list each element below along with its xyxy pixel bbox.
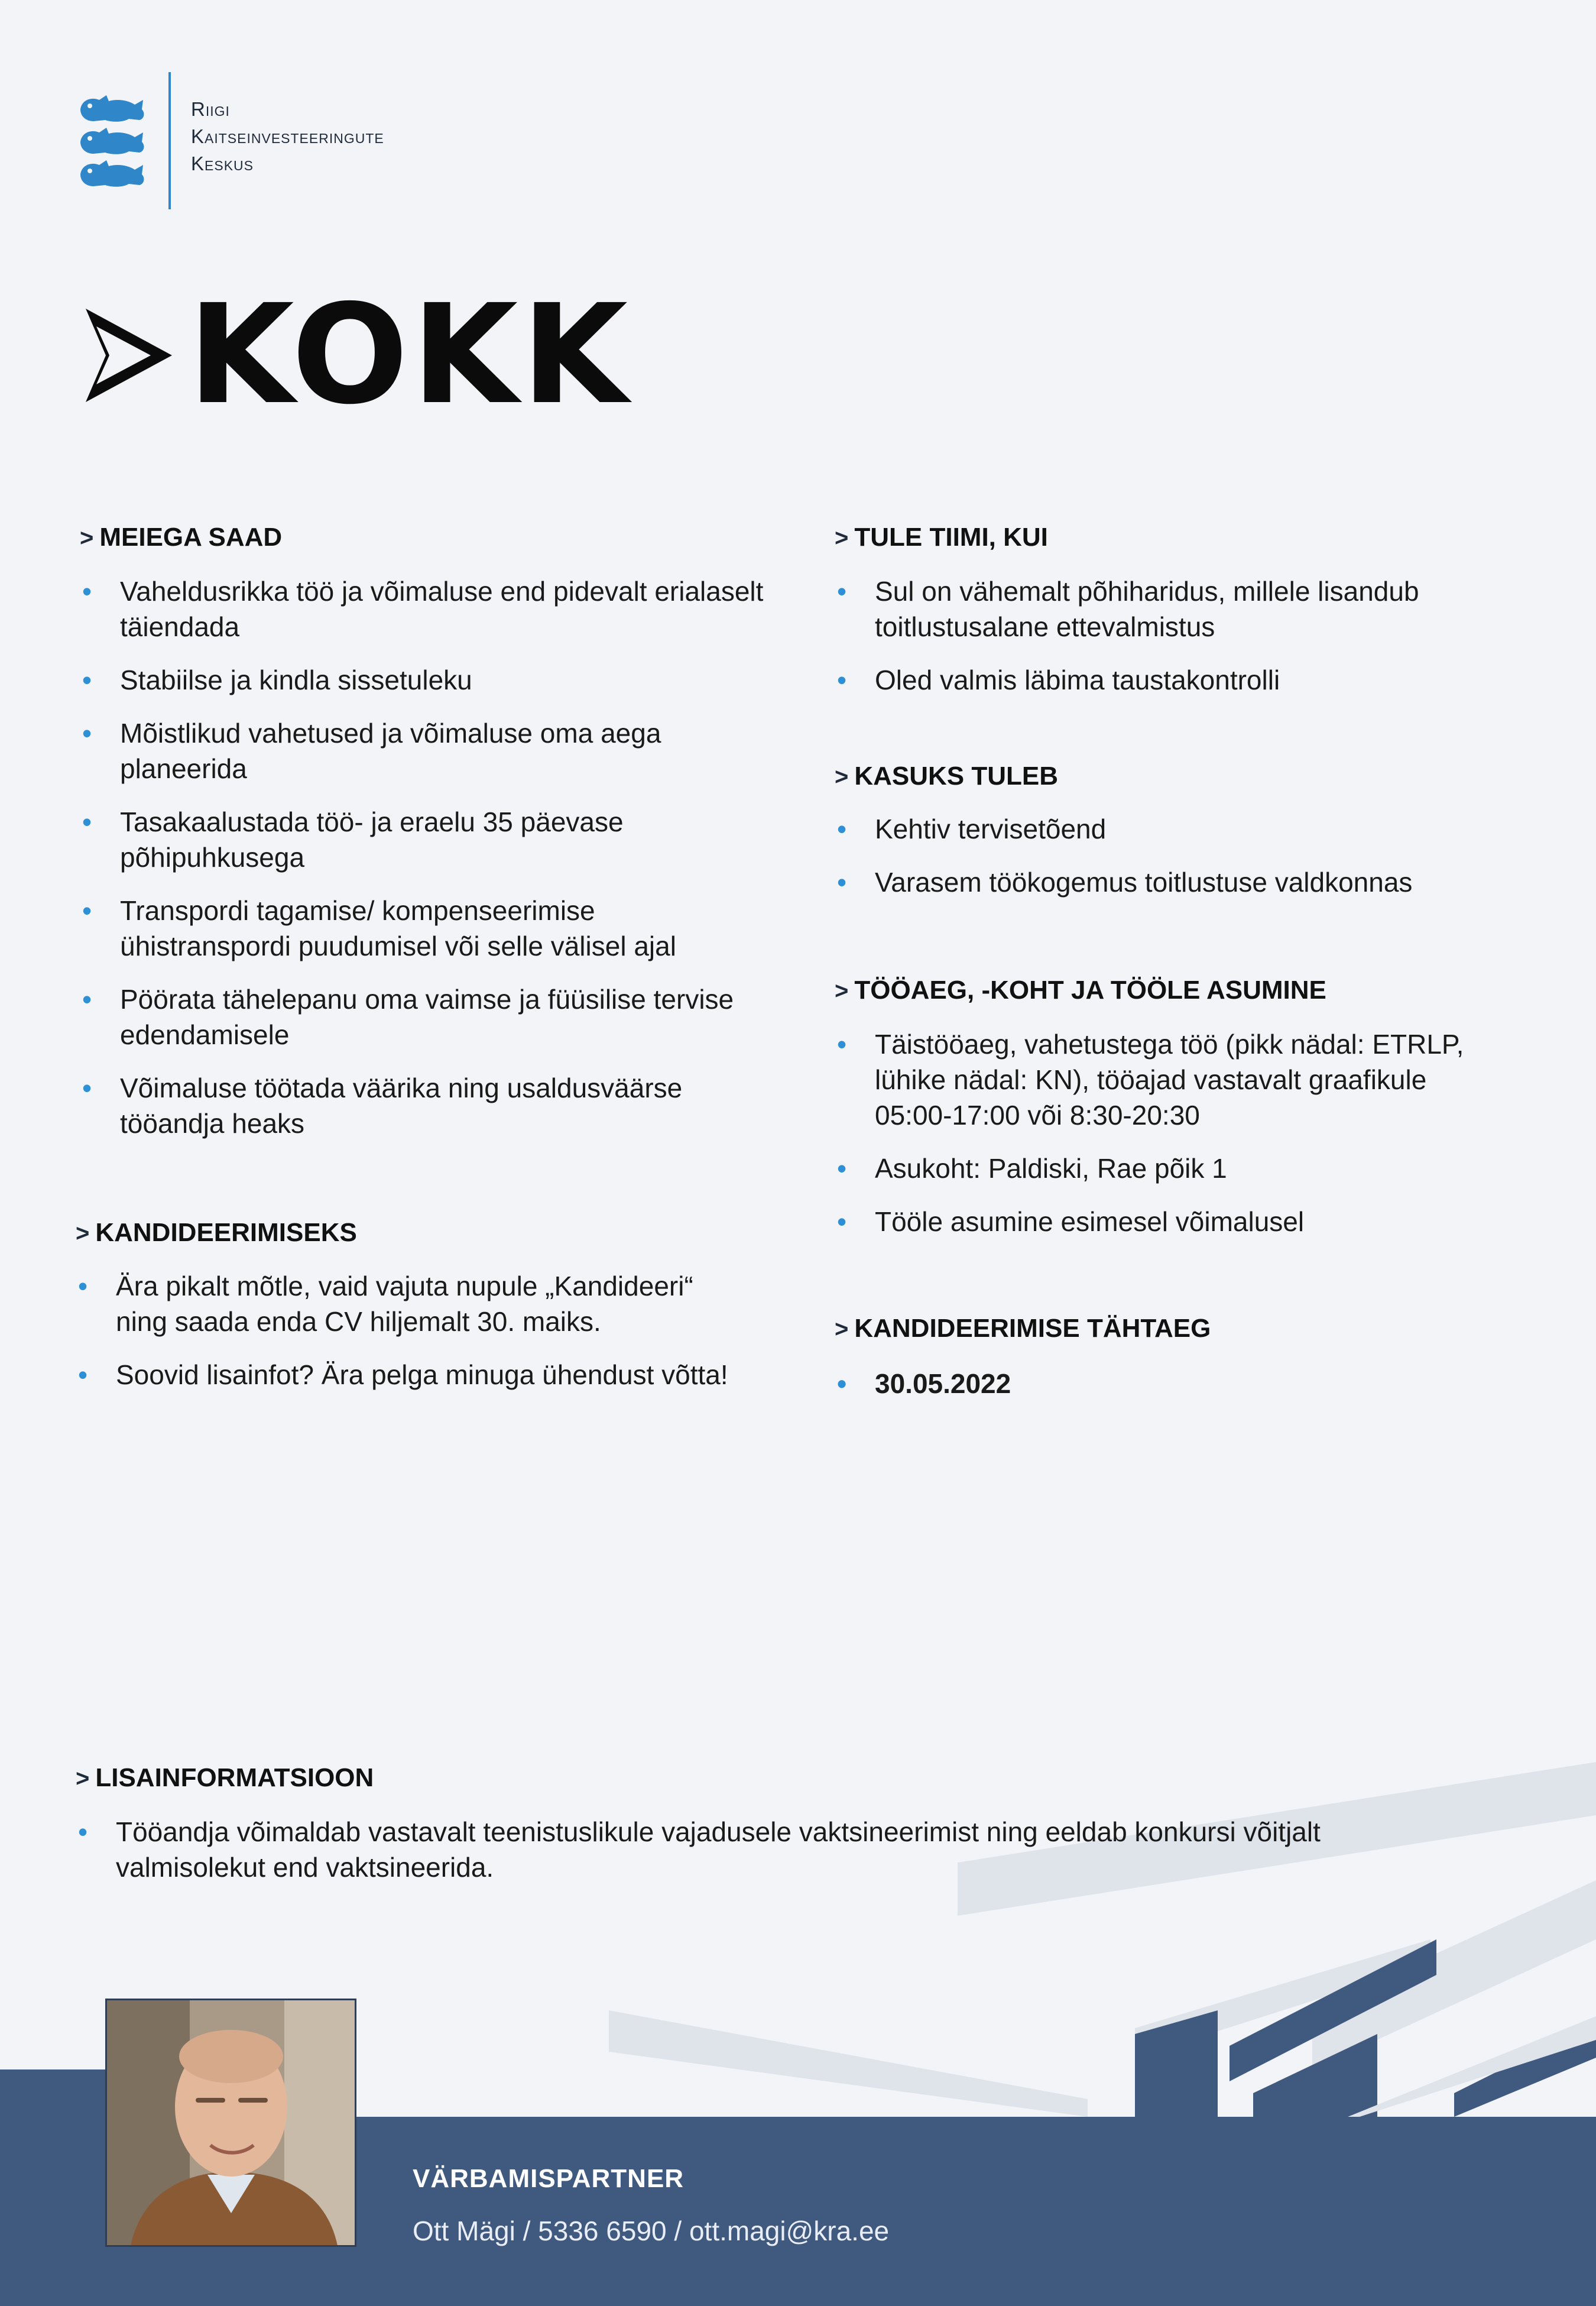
recruiter-label: VÄRBAMISPARTNER [413,2164,685,2193]
list-item: • Vaheldusrikka töö ja võimaluse end pidevalt erialaselt täiendada [80,574,765,644]
section-heading-kasuks-tuleb: > KASUKS TULEB [835,762,1059,791]
meiega-saad-list [80,574,765,1159]
section-heading-tooaeg: > TÖÖAEG, -KOHT JA TÖÖLE ASUMINE [835,976,1326,1005]
logo-text-line: Keskus [191,153,254,174]
section-heading-meiega-saad: > MEIEGA SAAD [80,523,283,552]
deadline-date: • 30.05.2022 [835,1366,1509,1401]
recruiter-photo [105,1999,356,2247]
section-heading-tahtaeg: > KANDIDEERIMISE TÄHTAEG [835,1314,1211,1343]
page-title: KOKK [188,275,632,435]
section-heading-tule-tiimi: > TULE TIIMI, KUI [835,523,1048,552]
list-item: • Pöörata tähelepanu oma vaimse ja füüsilise tervise edendamisele [80,982,765,1052]
tahtaeg-list [835,1366,1509,1419]
section-heading-lisainfo: > LISAINFORMATSIOON [76,1763,374,1792]
list-item: • Stabiilse ja kindla sissetuleku [80,662,765,698]
kandideerimiseks-list [76,1268,750,1410]
list-item: • Asukoht: Paldiski, Rae põik 1 [835,1151,1509,1186]
kasuks-tuleb-list [835,811,1509,918]
list-item: • Võimaluse töötada väärika ning usaldusväärse tööandja heaks [80,1070,765,1141]
tule-tiimi-list [835,574,1509,715]
list-item: • Kehtiv tervisetõend [835,811,1509,847]
tooaeg-list [835,1026,1509,1257]
coat-of-arms-logo [76,92,148,189]
recruiter-contact[interactable]: Ott Mägi / 5336 6590 / ott.magi@kra.ee [413,2216,890,2246]
list-item: • Mõistlikud vahetused ja võimaluse oma aega planeerida [80,715,765,786]
arrow-icon [86,309,172,402]
section-heading-kandideerimiseks: > KANDIDEERIMISEKS [76,1218,357,1247]
logo-text-line: Riigi [191,98,230,120]
list-item: • Täistööaeg, vahetustega töö (pikk nädal: ETRLP, lühike nädal: KN), tööajad vastavalt graafikule 05:00-17:00 või 8:30-20:30 [835,1026,1509,1133]
lisainfo-list [76,1814,1412,1903]
list-item: • Tasakaalustada töö- ja eraelu 35 päevase põhipuhkusega [80,804,765,875]
list-item: • Tööandja võimaldab vastavalt teenistuslikule vajadusele vaktsineerimist ning eeldab konkursi võitjalt valmisolekut end vaktsineerida. [76,1814,1412,1885]
list-item: • Oled valmis läbima taustakontrolli [835,662,1509,698]
logo-divider [168,72,171,209]
list-item: • Transpordi tagamise/ kompenseerimise ühistranspordi puudumisel või selle välisel ajal [80,893,765,964]
list-item: • Ära pikalt mõtle, vaid vajuta nupule „Kandideeri“ ning saada enda CV hiljemalt 30. maiks. [76,1268,750,1339]
logo-text-line: Kaitseinvesteeringute [191,125,384,147]
list-item: • Tööle asumine esimesel võimalusel [835,1204,1509,1239]
list-item: • Varasem töökogemus toitlustuse valdkonnas [835,864,1509,900]
list-item: • Sul on vähemalt põhiharidus, millele lisandub toitlustusalane ettevalmistus [835,574,1509,644]
list-item: • Soovid lisainfot? Ära pelga minuga ühendust võtta! [76,1357,750,1392]
